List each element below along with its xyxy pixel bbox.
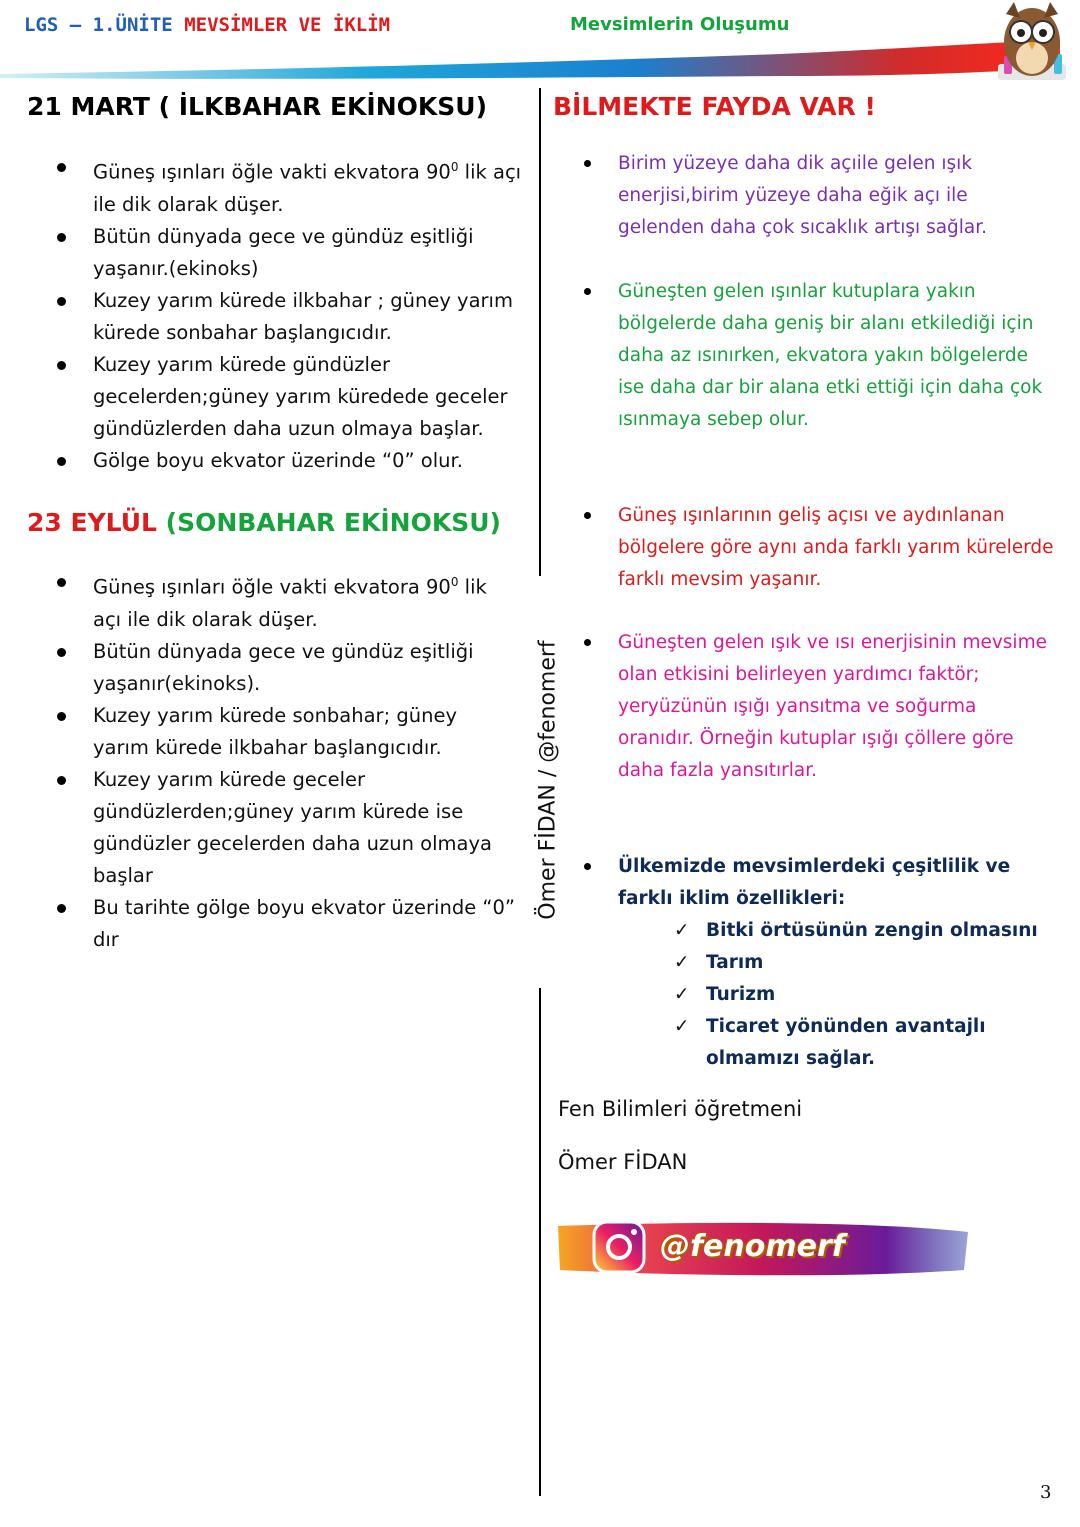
column-divider-bottom <box>539 988 541 1496</box>
bullet-icon <box>57 648 66 657</box>
list-item: Kuzey yarım kürede ilkbahar ; güney yarım kürede sonbahar başlangıcıdır. <box>57 285 527 349</box>
bullet-icon <box>57 904 66 913</box>
header-exam: LGS – <box>24 14 82 36</box>
bullet-icon <box>57 297 66 306</box>
list-item: ✓ Tarım <box>674 947 1058 979</box>
list-item: Güneş ışınlarının geliş açısı ve aydınlanan bölgelere göre aynı anda farklı yarım kürelerde farklı mevsim yaşanır. <box>584 500 1058 596</box>
list-item: Güneş ışınları öğle vakti ekvatora $90^0$ lik açı ile dik olarak düşer. <box>57 566 517 636</box>
column-divider-top <box>539 88 541 576</box>
teacher-role: Fen Bilimleri öğretmeni <box>558 1097 803 1121</box>
bullet-icon <box>57 776 66 785</box>
bullet-icon <box>584 863 591 870</box>
list-item: Birim yüzeye daha dik açıile gelen ışık enerjisi,birim yüzeye daha eğik açı ile gelenden daha çok sıcaklık artışı sağlar. <box>584 148 1058 244</box>
header-subtitle: Mevsimlerin Oluşumu <box>570 14 790 35</box>
list-item: Güneş ışınları öğle vakti ekvatora $90^0$ lik açı ile dik olarak düşer. <box>57 151 527 221</box>
instagram-handle: @fenomerf <box>660 1229 845 1264</box>
bullet-icon <box>57 712 66 721</box>
list-item: Kuzey yarım kürede sonbahar; güney yarım kürede ilkbahar başlangıcıdır. <box>57 700 517 764</box>
header-topic: MEVSİMLER VE İKLİM <box>184 14 391 36</box>
list-item: Güneşten gelen ışık ve ısı enerjisinin mevsime olan etkisini belirleyen yardımcı faktör; yeryüzünün ışığı yansıtma ve soğurma oranıdır. Örneğin kutuplar ışığı çöllere göre daha fazla yansıtırlar. <box>584 627 1058 787</box>
header-unit: 1.ÜNİTE <box>92 14 173 36</box>
bullet-icon <box>57 233 66 242</box>
bullet-icon <box>57 361 66 370</box>
list-item: Kuzey yarım kürede gündüzler gecelerden;güney yarım küredede geceler gündüzlerden daha uzun olmaya başlar. <box>57 349 527 445</box>
list-item: Gölge boyu ekvator üzerinde “0” olur. <box>57 445 527 477</box>
header-unit-line <box>24 14 390 36</box>
list-item: Güneşten gelen ışınlar kutuplara yakın bölgelerde daha geniş bir alanı etkilediği için daha az ısınırken, ekvatora yakın bölgelerde ise daha dar bir alana etki ettiği için daha çok ısınmaya sebep olur. <box>584 276 1058 436</box>
list-item: Kuzey yarım kürede geceler gündüzlerden;güney yarım kürede ise gündüzler gecelerden daha uzun olmaya başlar <box>57 764 517 892</box>
september-facts-list <box>57 566 517 956</box>
page-number: 3 <box>1040 1482 1052 1503</box>
side-note-3 <box>584 500 1058 596</box>
september-equinox-title: 23 EYLÜL (SONBAHAR EKİNOKSU) <box>27 508 501 537</box>
side-notes-title: BİLMEKTE FAYDA VAR ! <box>553 92 876 121</box>
list-item: Bütün dünyada gece ve gündüz eşitliği yaşanır(ekinoks). <box>57 636 517 700</box>
checkmark-icon: ✓ <box>674 952 690 973</box>
side-note-4 <box>584 627 1058 787</box>
list-item: ✓ Ticaret yönünden avantajlı olmamızı sağlar. <box>674 1011 1058 1075</box>
bullet-icon <box>57 578 66 587</box>
bullet-icon <box>584 288 591 295</box>
bullet-icon <box>584 639 591 646</box>
side-note-1 <box>584 148 1058 244</box>
vertical-credit: Ömer FİDAN / @fenomerf <box>535 640 561 920</box>
march-equinox-title: 21 MART ( İLKBAHAR EKİNOKSU) <box>27 92 487 121</box>
march-facts-list <box>57 151 527 477</box>
checkmark-icon: ✓ <box>674 1016 690 1037</box>
instagram-icon <box>594 1222 644 1272</box>
owl-mascot-icon <box>992 0 1072 86</box>
benefits-checklist <box>674 915 1058 1075</box>
list-item: Bu tarihte gölge boyu ekvator üzerinde “0” dır <box>57 892 517 956</box>
checkmark-icon: ✓ <box>674 984 690 1005</box>
bullet-icon <box>57 457 66 466</box>
bullet-icon <box>584 512 591 519</box>
bullet-icon <box>57 163 66 172</box>
list-item: Ülkemizde mevsimlerdeki çeşitlilik ve farklı iklim özellikleri: <box>584 851 1058 915</box>
side-note-5 <box>584 851 1058 915</box>
teacher-name: Ömer FİDAN <box>558 1150 688 1174</box>
list-item: Bütün dünyada gece ve gündüz eşitliği yaşanır.(ekinoks) <box>57 221 527 285</box>
header-brush-stroke <box>0 40 1060 86</box>
side-note-2 <box>584 276 1058 436</box>
list-item: ✓ Bitki örtüsünün zengin olmasını <box>674 915 1058 947</box>
checkmark-icon: ✓ <box>674 920 690 941</box>
list-item: ✓ Turizm <box>674 979 1058 1011</box>
bullet-icon <box>584 160 591 167</box>
